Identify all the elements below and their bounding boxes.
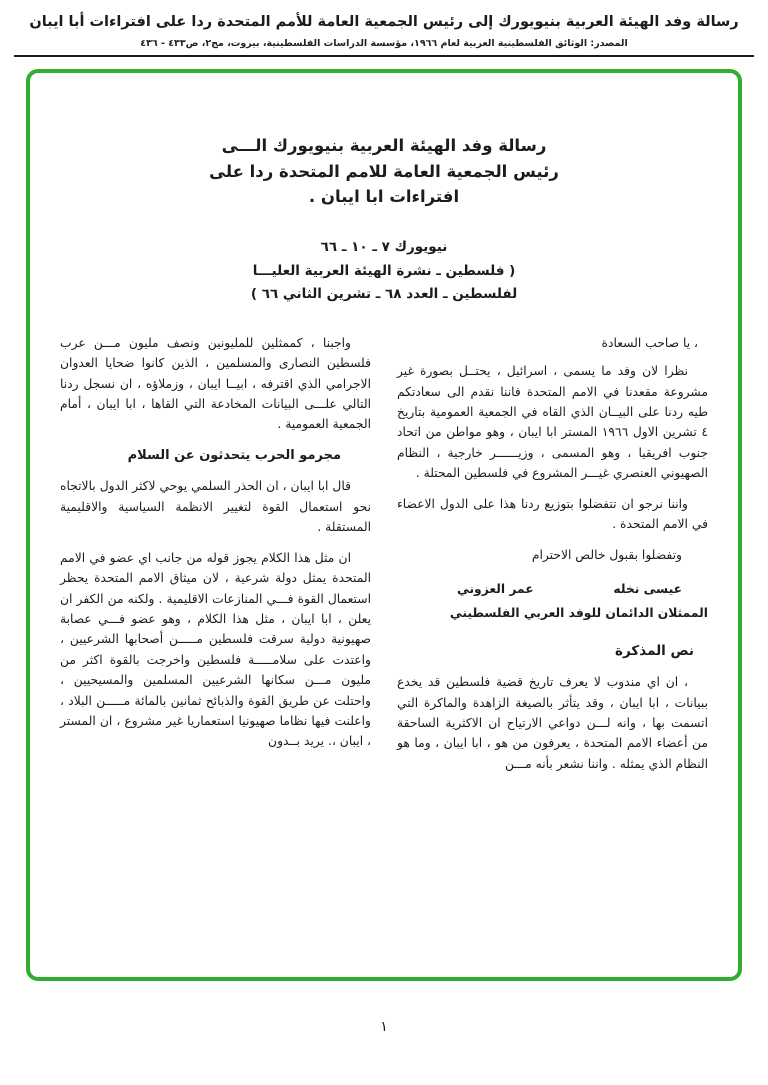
paragraph: ان مثل هذا الكلام يجوز قوله من جانب اي عضو في الامم المتحدة يمثل دولة شرعية ، لان ميثاق الامم المتحدة يحظر استعمال القوة فـــي المنازعات الاقليمية . ولكنه من الكفر ان يعلن ، ابا ايبان ، مثل هذا الكلام ، وهو عضو فـــي عصابة صهيونية دولية سرقت فلسطين مـــــن أصحابها الشرعيين ، واعتدت على سلامـــــة فلسطين واخرجت بالقوة اكثر من مليون مـــن سكانها الشرعيين المسلمين والمسيحيين ، واحتلت عن طريق القوة والذبائح ثمانين بالمائة مـــــن البلاد ، واعلنت فيها نظاما صهيونيا استعماريا غير مشروع ، ان المستر ، ايبان ،. يريد بــدون — [60, 550, 371, 749]
war-criminals-heading: مجرمو الحرب يتحدثون عن السلام — [127, 447, 341, 463]
letter-dateline: نيويورك ٧ ـ ١٠ ـ ٦٦ — [320, 238, 448, 255]
closing-line: وتفضلوا بقبول خالص الاحترام — [531, 547, 682, 562]
letter-meta-block — [131, 236, 636, 307]
signature-name-right: عيسى نخله — [613, 581, 682, 596]
paragraph: واننا نرجو ان تتفضلوا بتوزيع ردنا هذا على الدول الاعضاء في الامم المتحدة . — [397, 496, 708, 532]
paragraph: قال ابا ايبان ، ان الحذر السلمي يوحي لاكثر الدول بالاتجاه نحو استعمال القوة لتغيير الانظمة السياسية والاقليمية المستقلة . — [60, 479, 371, 535]
letter-title-line-2: رئيس الجمعية العامة للامم المتحدة ردا على — [209, 161, 559, 181]
signature-name-left: عمر العزوني — [457, 581, 534, 596]
letter-title-line-1: رسالة وفد الهيئة العربية بنيويورك الـــى — [221, 136, 547, 156]
letter-title-line-3: افتراءات ابا ايبان . — [308, 187, 460, 207]
letter-frame — [26, 69, 742, 981]
letter-meta-line-2: لفلسطين ـ العدد ٦٨ ـ تشرين الثاني ٦٦ ) — [250, 286, 518, 303]
paragraph: نظرا لان وفد ما يسمى ، اسرائيل ، يحتــل بصورة غير مشروعة مقعدنا في الامم المتحدة فاننا نقدم الى سعادتكم طيه ردنا على البيــان الذي القاه في الجمعية العمومية بتاريخ ٤ تشرين الاول ١٩٦٦ المستر ابا ايبان ، وهو مواطن من اتحاد جنوب افريقيا ، وهو المسمى ، وزيــــــر خارجية ، النظام الصهيوني العنصري غيـــر المشروع في فلسطين المحتلة . — [397, 364, 708, 481]
letter-title-block — [151, 133, 618, 210]
column-left — [60, 333, 371, 784]
salutation: ، يا صاحب السعادة — [601, 335, 698, 350]
paragraph: ، ان اي مندوب لا يعرف تاريخ قضية فلسطين قد يخدع ببيانات ، ابا ايبان ، وقد يتأثر بالصيغة الزاهدة والماكرة التي اتسمت بها ، وانه لـــن دواعي الارتياح ان الاكثرية الساحقة من أعضاء الامم المتحدة ، يعرفون من هو ، ابا ايبان ، وما هو النظام الذي يمثله . واننا نشعر بأنه مـــن — [397, 675, 708, 771]
header-divider — [14, 55, 754, 57]
page-number: ١ — [380, 1019, 388, 1036]
column-right — [397, 333, 708, 784]
page-header — [0, 0, 768, 49]
memo-section-heading: نص المذكرة — [615, 642, 694, 659]
signature-title: الممثلان الدائمان للوفد العربي الفلسطيني — [449, 606, 708, 621]
paragraph: واجبنا ، كممثلين للمليونين ونصف مليون مـــن عرب فلسطين النصارى والمسلمين ، الذين كانوا ضحايا العدوان الاجرامي الذي اقترفه ، ابيــا ايبان ، وزملاؤه ، ان نسجل ردنا التالي علـــى البيانات المخادعة التي القاها ، ابا ايبان ، أمام الجمعية العمومية . — [60, 335, 371, 432]
signature-row — [397, 579, 708, 599]
letter-meta-line-1: ( فلسطين ـ نشرة الهيئة العربية العليـــا — [252, 262, 516, 279]
header-title: رسالة وفد الهيئة العربية بنيويورك إلى رئيس الجمعية العامة للأمم المتحدة ردا على افتراءات أبا ايبان — [29, 14, 739, 30]
header-source-line: المصدر: الوثائق الفلسطينية العربية لعام ١٩٦٦، مؤسسة الدراسات الفلسطينية، بيروت، مج٢، ص٤٣٣ - ٤٣٦ — [140, 38, 628, 50]
two-column-body — [60, 333, 708, 784]
